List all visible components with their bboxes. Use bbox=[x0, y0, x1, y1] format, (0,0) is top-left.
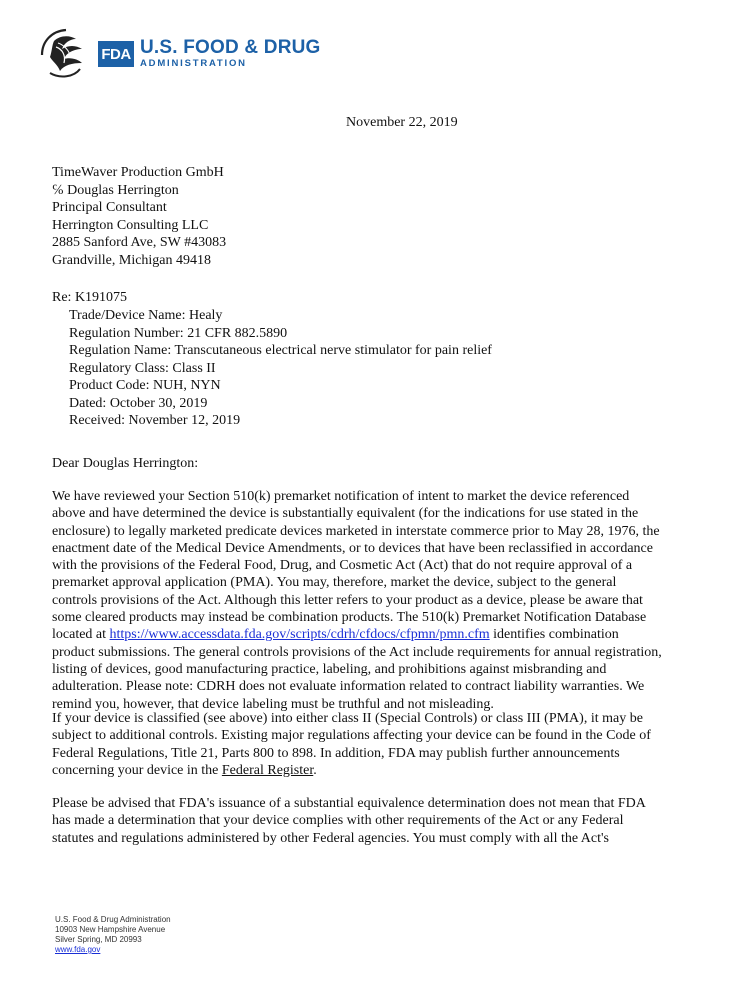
footer-line: U.S. Food & Drug Administration bbox=[55, 915, 171, 924]
re-item: Regulatory Class: Class II bbox=[69, 360, 216, 376]
hhs-eagle-icon bbox=[36, 27, 92, 81]
re-details bbox=[69, 307, 492, 430]
paragraph-classification bbox=[52, 710, 712, 779]
footer-line: 10903 New Hampshire Avenue bbox=[55, 925, 166, 934]
re-item: Trade/Device Name: Healy bbox=[69, 308, 223, 323]
re-item: Dated: October 30, 2019 bbox=[69, 395, 208, 411]
text-line: If your device is classified (see above) into either class II (Special Controls) or class III (PMA), it may be bbox=[52, 711, 643, 726]
text-line: enactment date of the Medical Device Amendments, or to devices that have been reclassified in accordance bbox=[52, 540, 653, 556]
text-line: statutes and regulations administered by other Federal agencies. You must comply with all the Act's bbox=[52, 830, 609, 846]
logo-title: U.S. FOOD & DRUG bbox=[140, 37, 321, 58]
logo-subtitle: ADMINISTRATION bbox=[140, 58, 247, 69]
line-prefix: concerning your device in the bbox=[52, 762, 222, 778]
text-line-with-link bbox=[52, 626, 712, 643]
re-item: Regulation Name: Transcutaneous electrical nerve stimulator for pain relief bbox=[69, 343, 492, 358]
footer-line: Silver Spring, MD 20993 bbox=[55, 935, 142, 944]
fda-mark: FDA bbox=[98, 41, 134, 67]
re-line: Re: K191075 bbox=[52, 290, 128, 305]
text-line: some cleared products may instead be combination products. The 510(k) Premarket Notification Database bbox=[52, 610, 647, 626]
text-line: above and have determined the device is substantially equivalent (for the indications for use stated in the bbox=[52, 506, 639, 522]
paragraph-advisory bbox=[52, 795, 712, 847]
text-line: subject to additional controls. Existing major regulations affecting your device can be found in the Code of bbox=[52, 728, 651, 744]
text-line: controls provisions of the Act. Although this letter refers to your product as a device, please be aware that bbox=[52, 592, 643, 608]
address-line: Principal Consultant bbox=[52, 200, 167, 215]
text-line: We have reviewed your Section 510(k) premarket notification of intent to market the device referenced bbox=[52, 489, 630, 504]
line-suffix: . bbox=[313, 762, 317, 778]
pmn-database-link[interactable]: https://www.accessdata.fda.gov/scripts/cdrh/cfdocs/cfpmn/pmn.cfm bbox=[109, 627, 490, 643]
address-line: 2885 Sanford Ave, SW #43083 bbox=[52, 235, 227, 250]
address-line: TimeWaver Production GmbH bbox=[52, 165, 224, 180]
re-item: Regulation Number: 21 CFR 882.5890 bbox=[69, 325, 288, 341]
text-line: Please be advised that FDA's issuance of a substantial equivalence determination does not mean that FDA bbox=[52, 796, 646, 811]
fda-logo bbox=[36, 27, 321, 81]
federal-register-ref: Federal Register bbox=[221, 762, 314, 778]
salutation: Dear Douglas Herrington: bbox=[52, 456, 199, 471]
address-line: Grandville, Michigan 49418 bbox=[52, 252, 212, 268]
paragraph-review bbox=[52, 488, 712, 713]
text-line: remind you, however, that device labeling must be truthful and not misleading. bbox=[52, 696, 494, 712]
fda-website-link[interactable]: www.fda.gov bbox=[55, 945, 101, 954]
letter-date: November 22, 2019 bbox=[346, 115, 458, 130]
address-line: Herrington Consulting LLC bbox=[52, 217, 209, 233]
recipient-address bbox=[52, 164, 226, 269]
text-line: product submissions. The general controls provisions of the Act include requirements for annual registration, bbox=[52, 644, 662, 660]
footer-address bbox=[55, 915, 171, 955]
link-prefix: located at bbox=[52, 627, 110, 643]
address-line: ℅ Douglas Herrington bbox=[52, 182, 179, 198]
re-item: Received: November 12, 2019 bbox=[69, 413, 241, 428]
re-item: Product Code: NUH, NYN bbox=[69, 378, 221, 393]
text-line: adulteration. Please note: CDRH does not evaluate information related to contract liability warranties. We bbox=[52, 679, 645, 695]
text-line: enclosure) to legally marketed predicate devices marketed in interstate commerce prior to May 28, 1976, the bbox=[52, 523, 660, 539]
text-line: premarket approval application (PMA). You may, therefore, market the device, subject to the general bbox=[52, 575, 617, 591]
text-line bbox=[52, 762, 712, 779]
text-line: Federal Regulations, Title 21, Parts 800 to 898. In addition, FDA may publish further announcements bbox=[52, 745, 620, 761]
text-line: listing of devices, good manufacturing practice, labeling, and prohibitions against misbranding and bbox=[52, 661, 607, 677]
text-line: has made a determination that your device complies with other requirements of the Act or any Federal bbox=[52, 813, 624, 829]
link-suffix: identifies combination bbox=[489, 627, 619, 643]
fda-wordmark bbox=[140, 38, 321, 70]
text-line: with the provisions of the Federal Food, Drug, and Cosmetic Act (Act) that do not require approval of a bbox=[52, 558, 633, 574]
